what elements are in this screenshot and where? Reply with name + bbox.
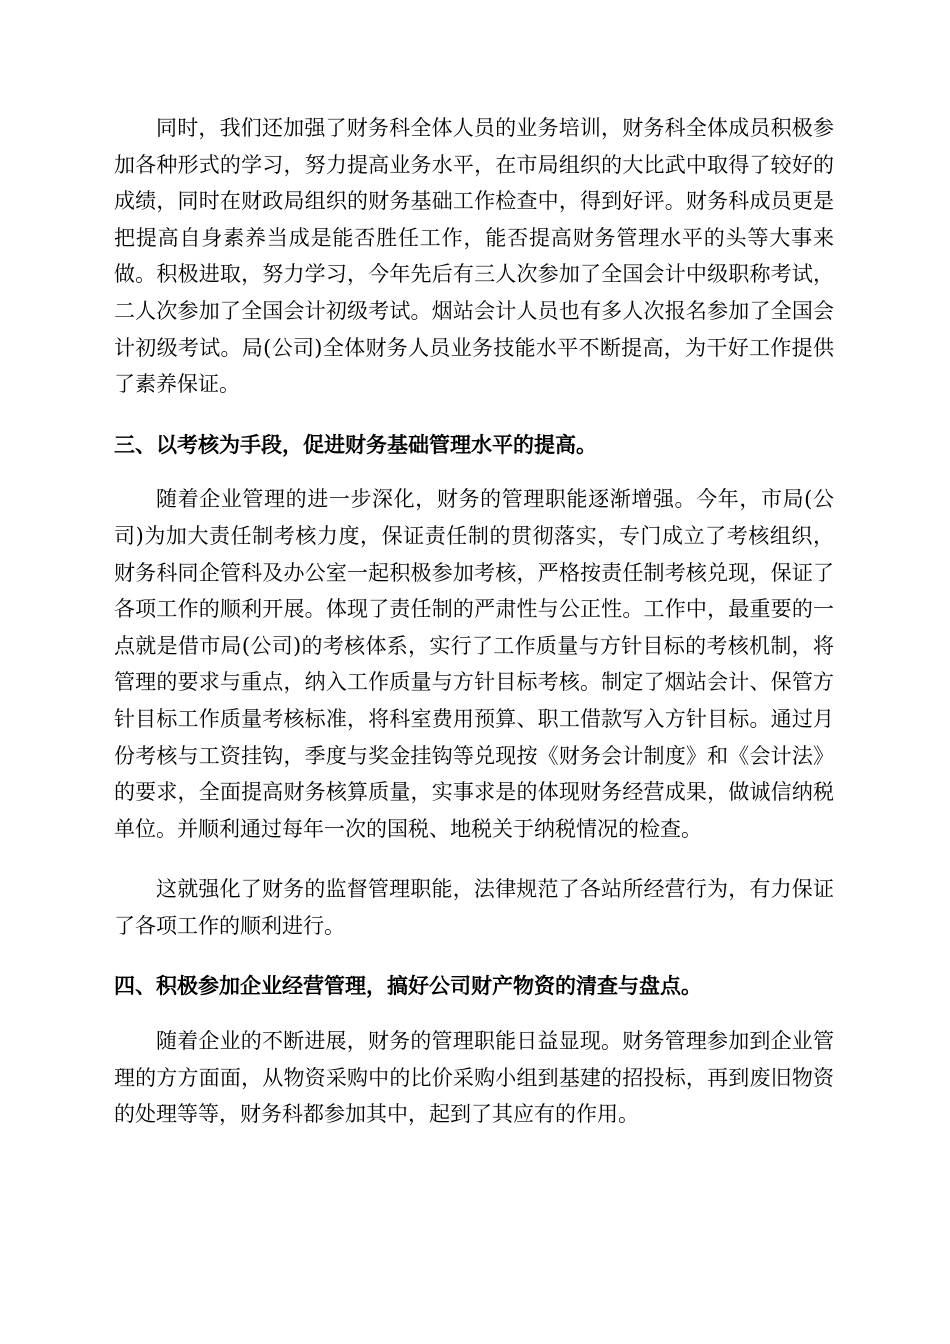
section-heading-3: 三、以考核为手段，促进财务基础管理水平的提高。 — [114, 431, 597, 457]
paragraph-training: 同时，我们还加强了财务科全体人员的业务培训，财务科全体成员积极参加各种形式的学习，努力提高业务水平，在市局组织的大比武中取得了较好的成绩，同时在财政局组织的财务基础工作检查中，得到好评。财务科成员更是把提高自身素养当成是能否胜任工作，能否提高财务管理水平的头等大事来做。积极进取，努力学习，今年先后有三人次参加了全国会计中级职称考试，二人次参加了全国会计初级考试。烟站会计人员也有多人次报名参加了全国会计初级考试。局(公司)全体财务人员业务技能水平不断提高，为干好工作提供了素养保证。 — [114, 116, 834, 397]
paragraph-supervision: 这就强化了财务的监督管理职能，法律规范了各站所经营行为，有力保证了各项工作的顺利进行。 — [114, 877, 834, 938]
document-page — [114, 110, 834, 1133]
paragraph-management: 随着企业的不断进展，财务的管理职能日益显现。财务管理参加到企业管理的方方面面，从物资采购中的比价采购小组到基建的招投标，再到废旧物资的处理等等，财务科都参加其中，起到了其应有的作用。 — [114, 1029, 834, 1127]
paragraph-assessment: 随着企业管理的进一步深化，财务的管理职能逐渐增强。今年，市局(公司)为加大责任制考核力度，保证责任制的贯彻落实，专门成立了考核组织，财务科同企管科及办公室一起积极参加考核，严格按责任制考核兑现，保证了各项工作的顺利开展。体现了责任制的严肃性与公正性。工作中，最重要的一点就是借市局(公司)的考核体系，实行了工作质量与方针目标的考核机制，将管理的要求与重点，纳入工作质量与方针目标考核。制定了烟站会计、保管方针目标工作质量考核标准，将科室费用预算、职工借款写入方针目标。通过月份考核与工资挂钩，季度与奖金挂钩等兑现按《财务会计制度》和《会计法》的要求，全面提高财务核算质量，实事求是的体现财务经营成果，做诚信纳税单位。并顺利通过每年一次的国税、地税关于纳税情况的检查。 — [114, 487, 834, 841]
section-heading-4: 四、积极参加企业经营管理，搞好公司财产物资的清查与盘点。 — [114, 973, 702, 999]
